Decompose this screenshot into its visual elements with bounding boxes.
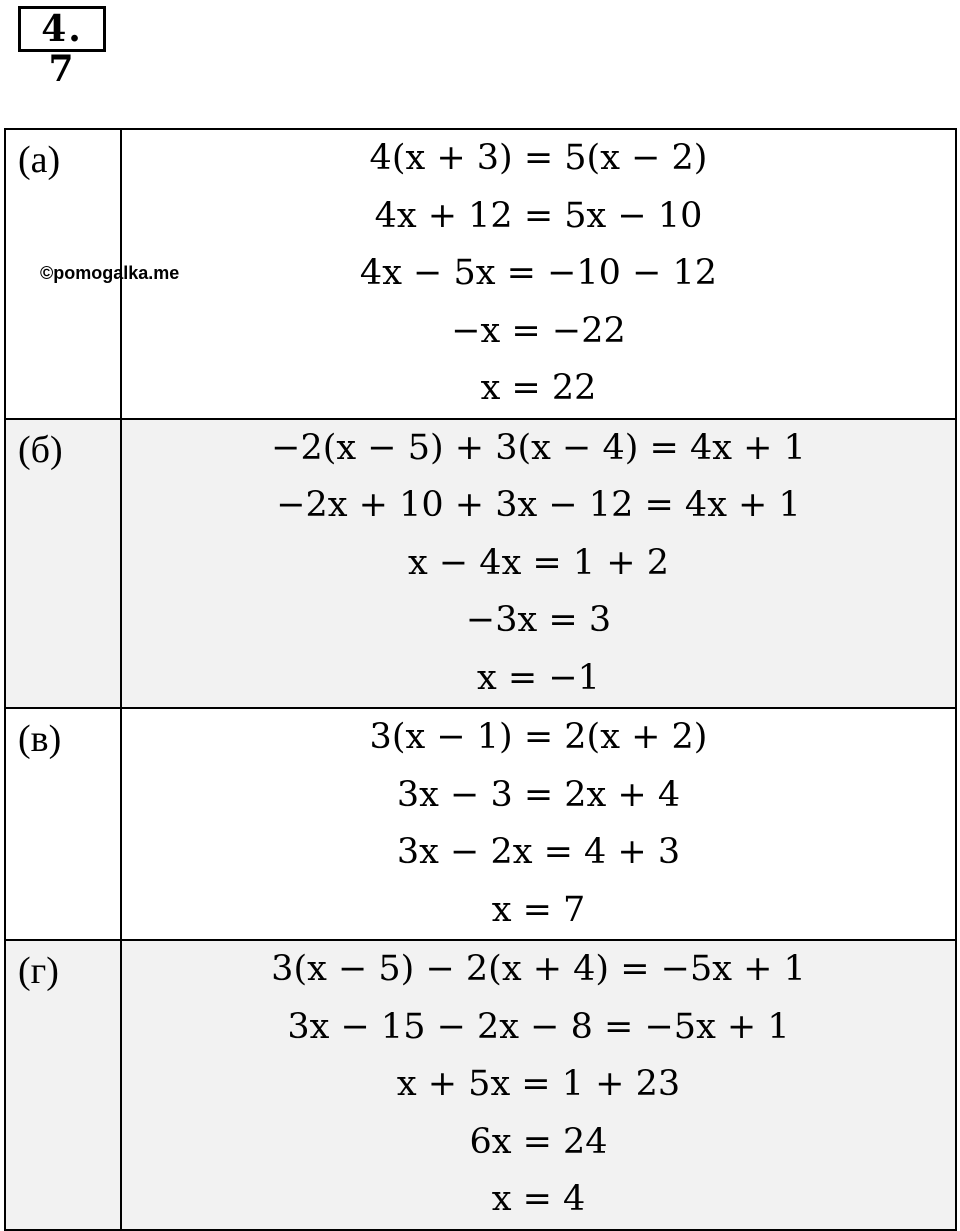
- equation-step: 3x − 15 − 2x − 8 = −5x + 1: [287, 1006, 790, 1047]
- equation-step: 3x − 3 = 2x + 4: [396, 774, 681, 815]
- steps-cell: [121, 419, 956, 709]
- equation-step: −2x + 10 + 3x − 12 = 4x + 1: [276, 485, 801, 525]
- equation-step: −2(x − 5) + 3(x − 4) = 4x + 1: [271, 427, 806, 468]
- equation-step: 6x = 24: [469, 1121, 608, 1162]
- label-cell: [5, 129, 180, 419]
- equation-step: x = 4: [491, 1179, 586, 1219]
- equation-step: 4x − 5x = −10 − 12: [359, 253, 718, 293]
- label-cell: [5, 708, 121, 940]
- equation-step: x = −1: [477, 657, 600, 698]
- problem-label: (б): [18, 428, 63, 471]
- watermark: ©pomogalka.me: [40, 263, 180, 283]
- equation-step: −3x = 3: [465, 600, 612, 640]
- equation-step: 4(x + 3) = 5(x − 2): [369, 138, 708, 178]
- steps-cell: [121, 940, 956, 1230]
- label-cell: [5, 940, 121, 1230]
- problem-number: 4. 7: [18, 6, 106, 52]
- equation-step: 3x − 2x = 4 + 3: [396, 832, 681, 872]
- problem-label: (в): [18, 718, 62, 760]
- equation-step: −x = −22: [451, 310, 626, 351]
- solution-row-g: [5, 940, 956, 1230]
- solution-row-b: [5, 419, 956, 709]
- solutions-table: [4, 128, 957, 1231]
- equation-step: 4x + 12 = 5x − 10: [374, 195, 703, 236]
- equation-step: x − 4x = 1 + 2: [407, 542, 669, 583]
- equation-step: 3(x − 1) = 2(x + 2): [369, 717, 708, 757]
- equation-step: 3(x − 5) − 2(x + 4) = −5x + 1: [271, 949, 806, 989]
- problem-label: (г): [18, 950, 59, 992]
- label-cell: [5, 419, 121, 709]
- steps-cell: [121, 708, 956, 940]
- equation-step: x + 5x = 1 + 23: [396, 1064, 681, 1104]
- solution-row-v: [5, 708, 956, 940]
- equation-step: x = 22: [480, 368, 597, 408]
- equation-step: x = 7: [491, 889, 586, 930]
- problem-label: (а): [18, 139, 61, 181]
- solution-row-a: [5, 129, 956, 419]
- steps-cell: [121, 129, 956, 419]
